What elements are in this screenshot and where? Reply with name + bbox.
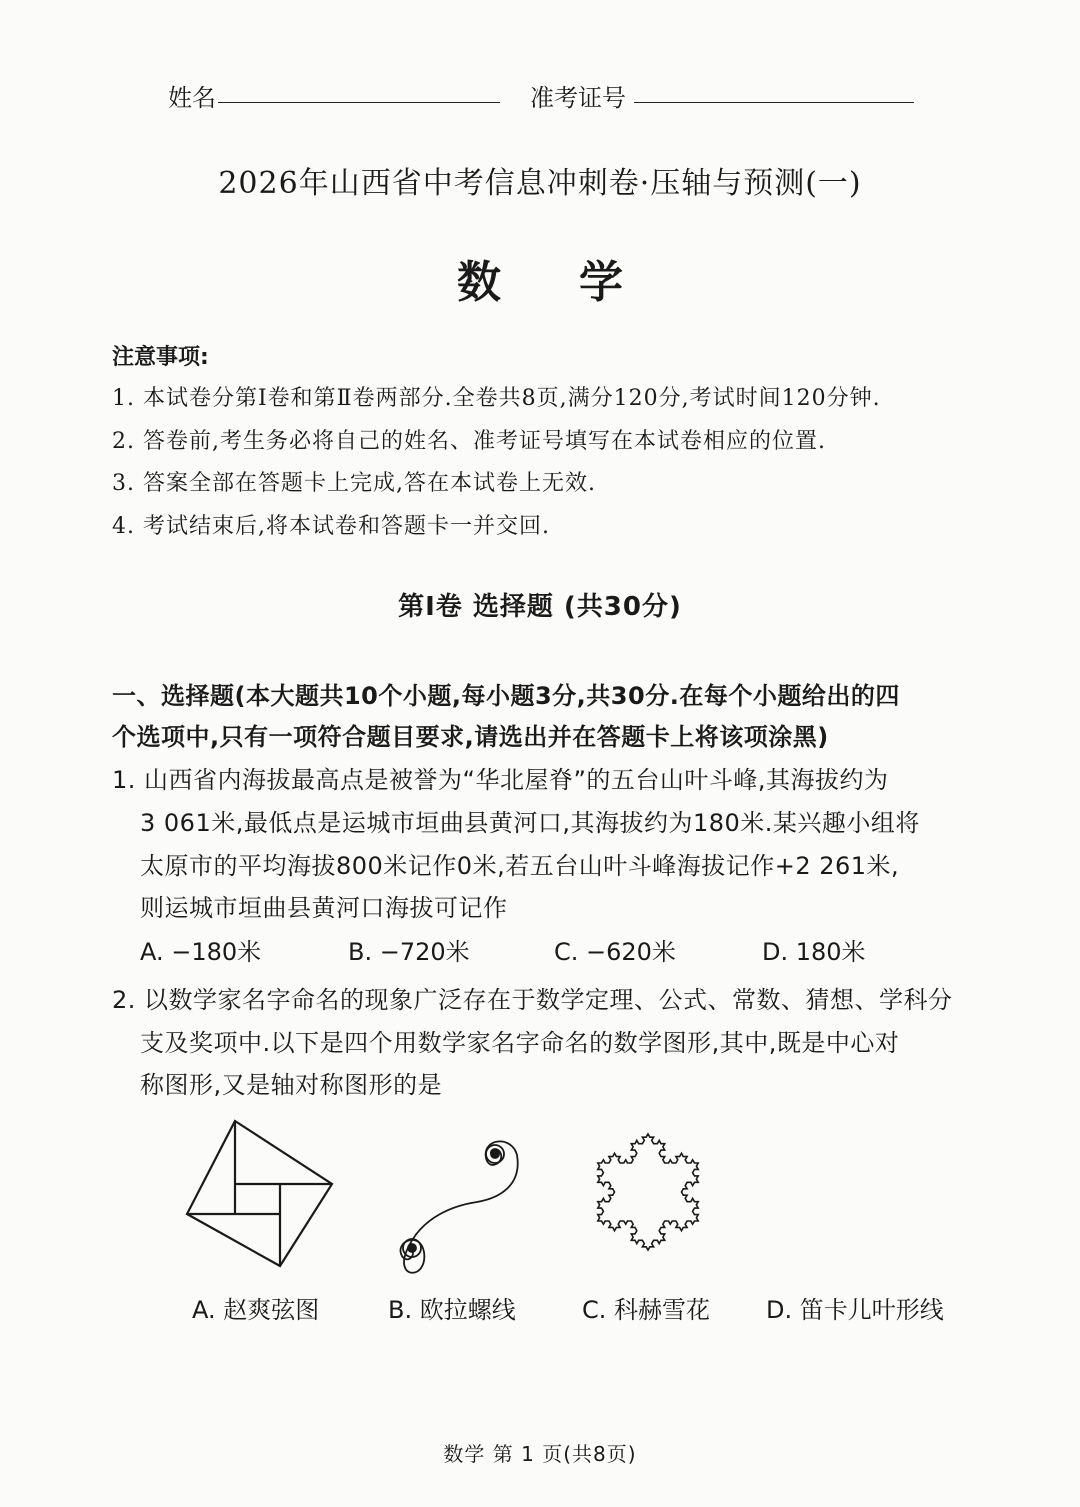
question1-option-b: B. −720米: [348, 938, 470, 966]
question1-option-c: C. −620米: [554, 938, 676, 966]
euler-spiral-icon: [382, 1130, 532, 1280]
notice-item: 4. 考试结束后,将本试卷和答题卡一并交回.: [112, 514, 550, 539]
question1-line: 1. 山西省内海拔最高点是被誉为“华北屋脊”的五台山叶斗峰,其海拔约为: [112, 766, 889, 794]
koch-snowflake-icon: [578, 1110, 718, 1270]
question2-line: 称图形,又是轴对称图形的是: [140, 1071, 443, 1099]
section-title: 第Ⅰ卷 选择题 (共30分): [398, 592, 682, 622]
page-footer: 数学 第 1 页(共8页): [443, 1442, 637, 1466]
question2-line: 2. 以数学家名字命名的现象广泛存在于数学定理、公式、常数、猜想、学科分: [112, 986, 953, 1014]
name-field[interactable]: [218, 72, 500, 103]
name-label: 姓名: [168, 84, 216, 112]
notice-item: 1. 本试卷分第Ⅰ卷和第Ⅱ卷两部分.全卷共8页,满分120分,考试时间120分钟.: [112, 386, 881, 411]
question2-line: 支及奖项中.以下是四个用数学家名字命名的数学图形,其中,既是中心对: [140, 1029, 900, 1057]
question2-option-a: A. 赵爽弦图: [192, 1296, 320, 1324]
question1-line: 3 061米,最低点是运城市垣曲县黄河口,其海拔约为180米.某兴趣小组将: [140, 809, 920, 837]
notice-item: 3. 答案全部在答题卡上完成,答在本试卷上无效.: [112, 471, 596, 496]
notice-item: 2. 答卷前,考生务必将自己的姓名、准考证号填写在本试卷相应的位置.: [112, 429, 826, 454]
header-row: [0, 72, 1080, 112]
question1-option-d: D. 180米: [762, 938, 866, 966]
exam-title: 2026年山西省中考信息冲刺卷·压轴与预测(一): [218, 166, 862, 201]
question1-option-a: A. −180米: [140, 938, 262, 966]
subject-title: 数学: [457, 257, 701, 308]
notice-title: 注意事项:: [112, 345, 209, 370]
question1-line: 则运城市垣曲县黄河口海拔可记作: [140, 894, 508, 922]
exam-id-label: 准考证号: [530, 84, 626, 112]
exam-id-field[interactable]: [634, 72, 914, 103]
part-header-line: 个选项中,只有一项符合题目要求,请选出并在答题卡上将该项涂黑): [112, 723, 829, 751]
part-header-line: 一、选择题(本大题共10个小题,每小题3分,共30分.在每个小题给出的四: [112, 682, 900, 710]
question2-option-d: D. 笛卡儿叶形线: [766, 1296, 944, 1324]
zhao-shuang-diagram-icon: [184, 1118, 334, 1268]
question2-option-b: B. 欧拉螺线: [388, 1296, 516, 1324]
question2-option-c: C. 科赫雪花: [582, 1296, 711, 1324]
question1-line: 太原市的平均海拔800米记作0米,若五台山叶斗峰海拔记作+2 261米,: [140, 852, 900, 880]
